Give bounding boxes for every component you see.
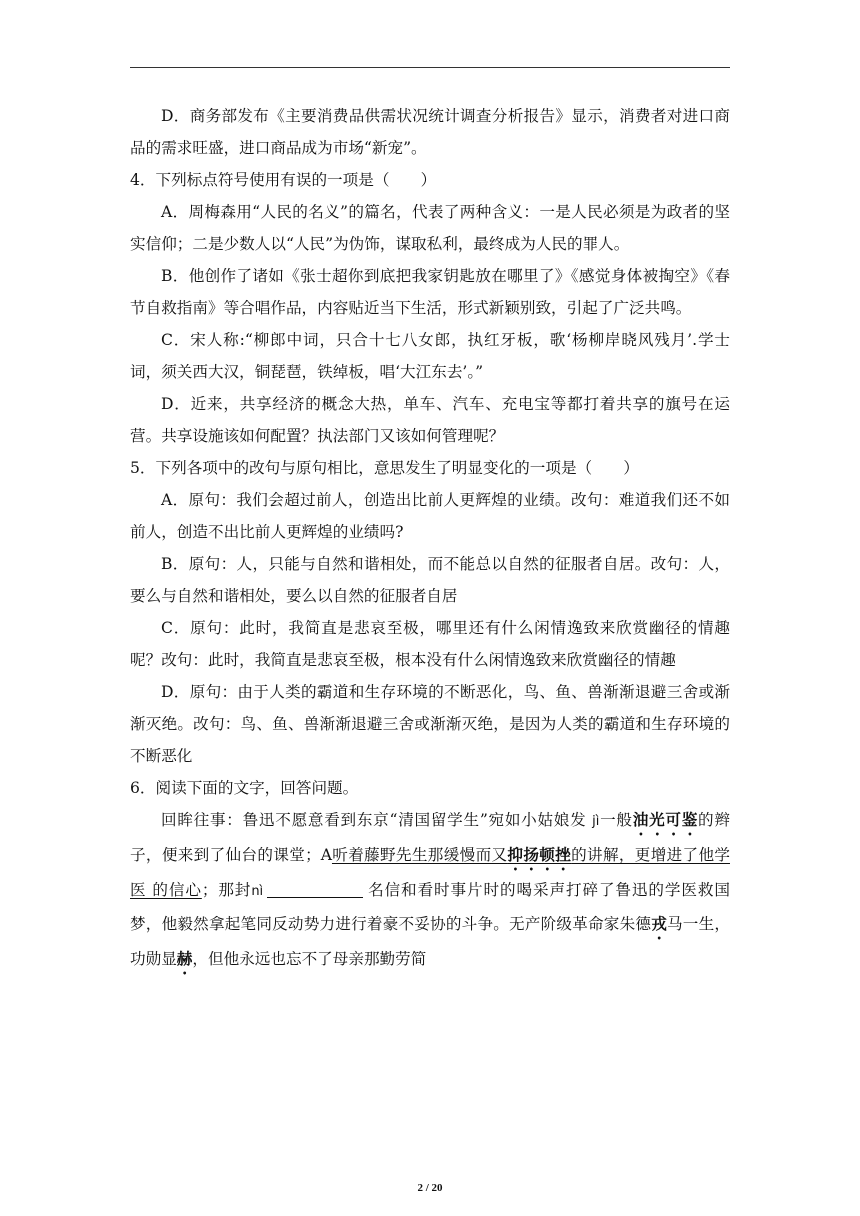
q5-stem: 5．下列各项中的改句与原句相比，意思发生了明显变化的一项是（ ） [130,459,639,477]
passage-text: 一般 [599,811,633,829]
q4-option-b: B．他创作了诸如《张士超你到底把我家钥匙放在哪里了》《感觉身体被掏空》《春节自救指南》等合唱作品，内容贴近当下生活，形式新颖别致，引起了广泛共鸣。 [130,267,730,317]
header-rule [130,67,730,68]
pinyin-ji: jì [592,814,600,829]
q4-option-d: D．近来，共享经济的概念大热，单车、汽车、充电宝等都打着共享的旗号在运营。共享设施该如何配置？执法部门又该如何管理呢？ [130,395,730,445]
passage-text: 的辫子，便来到了仙台的课堂；A [130,811,730,864]
document-body [130,100,730,978]
q3-option-d: D．商务部发布《主要消费品供需状况统计调查分析报告》显示，消费者对进口商品的需求旺盛，进口商品成为市场“新宠”。 [130,107,730,157]
q5-option-d: D．原句：由于人类的霸道和生存环境的不断恶化，鸟、鱼、兽渐渐退避三舍或渐渐灭绝。改句：鸟、鱼、兽渐渐退避三舍或渐渐灭绝，是因为人类的霸道和生存环境的不断恶化 [130,683,730,765]
passage-text: 回眸往事：鲁迅不愿意看到东京“清国留学生”宛如小姑娘发 [161,811,593,829]
page-number: 2 / 20 [417,1182,443,1194]
passage-text: ；那封 [201,881,252,899]
passage-text: ，但他永远也忘不了母亲那勤劳简 [192,950,427,968]
passage-text: 名信和看时事片时的喝采声打碎了鲁迅的学医救国梦，他毅然拿起笔同反动势力进行着豪不妥协的斗争。无产阶级革命家朱德 [130,881,730,933]
q5-option-a: A．原句：我们会超过前人，创造出比前人更辉煌的业绩。改句：难道我们还不如前人，创造不出比前人更辉煌的业绩吗? [130,491,730,541]
passage-text: 马一生，功勋显 [130,915,730,968]
q6-stem: 6．阅读下面的文字，回答问题。 [130,779,359,797]
pinyin-ni: nì [251,884,264,899]
underlined-text: 听着藤野先生那缓慢而又 [331,846,508,864]
q4-option-c: C．宋人称:“柳郎中词，只合十七八女郎，执红牙板，歌‘杨柳岸晓风残月’.学士词，须关西大汉，铜琵琶，铁绰板，唱‘大江东去’。” [130,331,730,381]
underlined-text: 的讲解，更增进了他学医 的信心 [130,846,730,899]
q4-stem: 4．下列标点符号使用有误的一项是（ ） [130,171,437,189]
fill-blank [267,879,363,898]
dotted-term: 油光可鉴 [632,810,699,829]
q4-option-a: A．周梅森用“人民的名义”的篇名，代表了两种含义：一是人民必须是为政者的坚实信仰；二是少数人以“人民”为伪饰，谋取私利，最终成为人民的罪人。 [130,203,730,253]
dotted-term: 抑扬顿挫 [507,845,572,864]
q6-passage [130,804,730,978]
q5-option-b: B．原句：人，只能与自然和谐相处，而不能总以自然的征服者自居。改句：人，要么与自然和谐相处，要么以自然的征服者自居 [130,555,730,605]
dotted-char: 赫 [176,949,193,968]
q5-option-c: C．原句：此时，我简直是悲哀至极，哪里还有什么闲情逸致来欣赏幽径的情趣呢？改句：此时，我简直是悲哀至极，根本没有什么闲情逸致来欣赏幽径的情趣 [130,619,730,669]
dotted-char: 戎 [651,914,667,933]
